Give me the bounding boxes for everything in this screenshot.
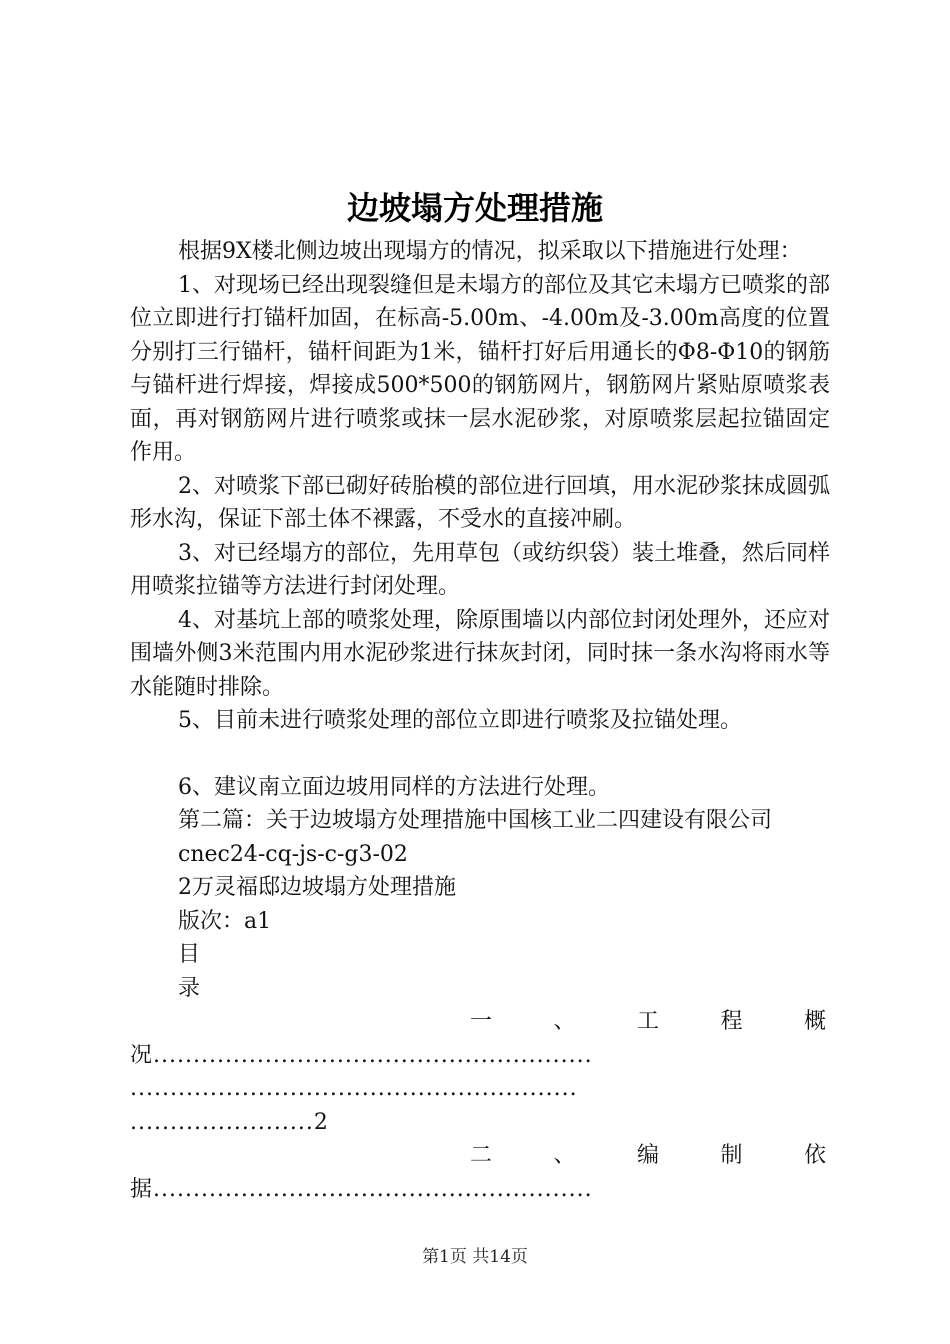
toc-heading-char: 、 (553, 1143, 576, 1168)
toc-heading-char: 、 (553, 1009, 576, 1034)
toc-heading-char: 概 (803, 1009, 826, 1034)
toc-heading-char: 工 (636, 1009, 659, 1034)
document-body (130, 235, 830, 1206)
toc-dot-leader-page: .......................2 (130, 1109, 329, 1135)
document-code: cnec24-cq-js-c-g3-02 (178, 841, 408, 867)
toc-heading-char: 编 (636, 1143, 659, 1168)
paragraph-measure-3: 3、对已经塌方的部位，先用草包（或纺织袋）装土堆叠，然后同样用喷浆拉锚等方法进行封闭处理。 (130, 540, 830, 599)
toc-heading-char: 一 (470, 1009, 493, 1034)
toc-dot-leader: 况....................................................... (130, 1042, 593, 1068)
toc-entry-2 (130, 1139, 830, 1206)
paragraph-second-article: 第二篇：关于边坡塌方处理措施中国核工业二四建设有限公司 (178, 808, 773, 833)
page-footer: 第1页 共14页 (422, 1247, 528, 1267)
toc-label-char-2: 录 (178, 975, 201, 1001)
toc-entry-heading (130, 1139, 830, 1173)
toc-entry-1 (130, 1005, 830, 1139)
toc-dot-leader: 据....................................................... (130, 1176, 593, 1202)
blank-line (130, 738, 830, 771)
toc-entry-heading (130, 1005, 830, 1039)
toc-heading-char: 制 (720, 1143, 743, 1168)
toc-heading-char: 程 (720, 1009, 743, 1034)
document-subtitle: 2万灵福邸边坡塌方处理措施 (178, 875, 456, 900)
paragraph-intro: 根据9X楼北侧边坡出现塌方的情况，拟采取以下措施进行处理： (178, 239, 802, 264)
paragraph-measure-1: 1、对现场已经出现裂缝但是未塌方的部位及其它未塌方已喷浆的部位立即进行打锚杆加固，在标高-5.00m、-4.00m及-3.00m高度的位置分别打三行锚杆，锚杆间距为1米，锚杆打好后用通长的Φ8-Φ10的钢筋与锚杆进行焊接，焊接成500*500的钢筋网片，钢筋网片紧贴原喷浆表面，再对钢筋网片进行喷浆或抹一层水泥砂浆，对原喷浆层起拉锚固定作用。 (130, 272, 830, 465)
paragraph-measure-5: 5、目前未进行喷浆处理的部位立即进行喷浆及拉锚处理。 (178, 708, 742, 733)
document-version: 版次：a1 (178, 908, 272, 934)
toc-heading-char: 依 (803, 1143, 826, 1168)
toc-heading-char: 二 (470, 1143, 493, 1168)
document-title: 边坡塌方处理措施 (346, 189, 603, 227)
toc-label-char-1: 目 (178, 942, 201, 967)
toc-dot-leader: ........................................................ (130, 1076, 578, 1101)
paragraph-measure-6: 6、建议南立面边坡用同样的方法进行处理。 (178, 774, 610, 800)
paragraph-measure-4: 4、对基坑上部的喷浆处理，除原围墙以内部位封闭处理外，还应对围墙外侧3米范围内用水泥砂浆进行抹灰封闭，同时抹一条水沟将雨水等水能随时排除。 (130, 607, 830, 700)
paragraph-measure-2: 2、对喷浆下部已砌好砖胎模的部位进行回填，用水泥砂浆抹成圆弧形水沟，保证下部土体不裸露，不受水的直接冲刷。 (130, 473, 830, 532)
